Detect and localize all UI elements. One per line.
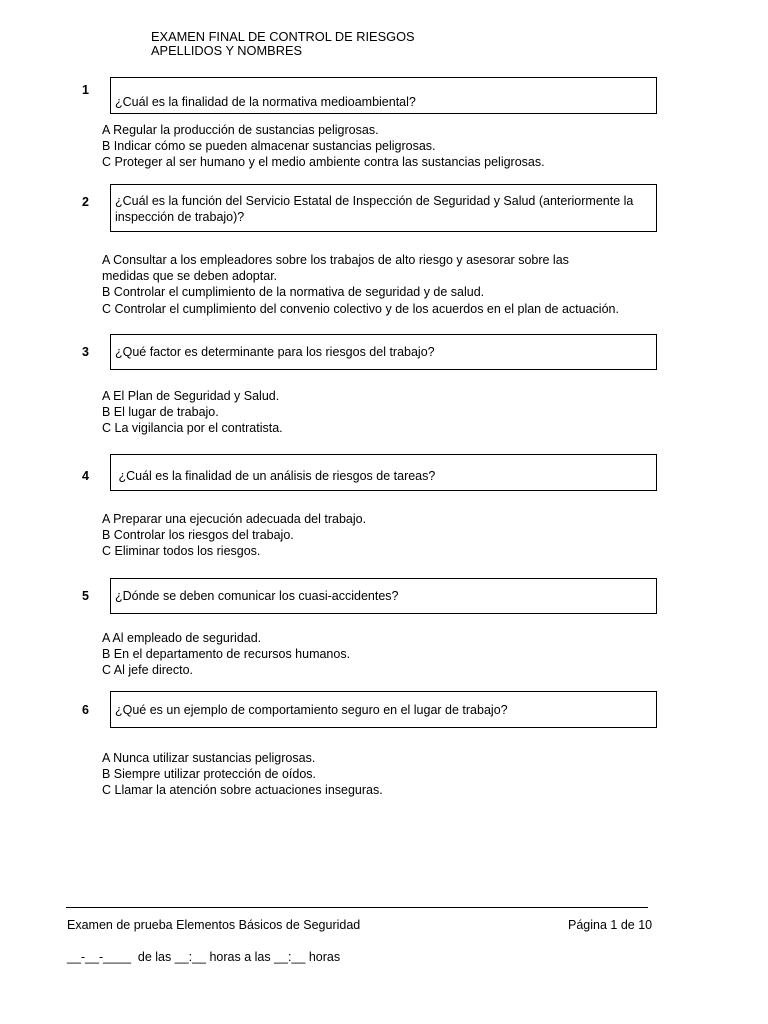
answer-list	[102, 252, 619, 317]
exam-header	[151, 30, 415, 58]
name-label: APELLIDOS Y NOMBRES	[151, 43, 303, 58]
answer-option-a: A El Plan de Seguridad y Salud.	[102, 389, 280, 403]
answer-option-b: B El lugar de trabajo.	[102, 405, 219, 420]
question-box	[110, 691, 657, 728]
answer-option-c: C La vigilancia por el contratista.	[102, 421, 283, 436]
question-text: ¿Qué factor es determinante para los riesgos del trabajo?	[115, 345, 435, 359]
question-box	[110, 578, 657, 614]
answer-list	[102, 388, 283, 437]
footer-divider	[66, 907, 648, 908]
answer-option-a: A Nunca utilizar sustancias peligrosas.	[102, 751, 316, 765]
question-number: 3	[82, 345, 89, 359]
answer-option-c: C Eliminar todos los riesgos.	[102, 544, 261, 559]
answer-list	[102, 122, 545, 171]
question-text: ¿Dónde se deben comunicar los cuasi-accidentes?	[115, 589, 399, 603]
answer-list	[102, 750, 383, 799]
answer-option-a: A Consultar a los empleadores sobre los trabajos de alto riesgo y asesorar sobre las medidas que se deben adoptar.	[102, 253, 569, 284]
question-number: 2	[82, 195, 89, 209]
answer-option-b: B En el departamento de recursos humanos.	[102, 647, 351, 662]
footer-date-line: __-__-____ de las __:__ horas a las __:__ horas	[67, 950, 341, 964]
answer-option-b: B Indicar cómo se pueden almacenar sustancias peligrosas.	[102, 139, 436, 154]
question-box	[110, 334, 657, 370]
question-text: ¿Qué es un ejemplo de comportamiento seguro en el lugar de trabajo?	[115, 703, 508, 717]
question-box	[110, 77, 657, 114]
answer-option-b: B Controlar los riesgos del trabajo.	[102, 528, 294, 543]
answer-list	[102, 511, 366, 560]
answer-list	[102, 630, 350, 679]
question-number: 5	[82, 589, 89, 603]
answer-option-c: C Llamar la atención sobre actuaciones inseguras.	[102, 783, 383, 798]
question-box	[110, 454, 657, 491]
answer-option-b: B Controlar el cumplimiento de la normativa de seguridad y de salud.	[102, 285, 485, 300]
footer-page-number: Página 1 de 10	[568, 918, 653, 932]
question-text: ¿Cuál es la función del Servicio Estatal de Inspección de Seguridad y Salud (anteriormente la inspección de trabajo)?	[115, 194, 634, 224]
footer-exam-name: Examen de prueba Elementos Básicos de Seguridad	[67, 918, 361, 932]
question-number: 1	[82, 83, 89, 97]
answer-option-c: C Proteger al ser humano y el medio ambiente contra las sustancias peligrosas.	[102, 155, 545, 170]
answer-option-a: A Preparar una ejecución adecuada del trabajo.	[102, 512, 367, 526]
question-text: ¿Cuál es la finalidad de la normativa medioambiental?	[115, 95, 416, 109]
answer-option-c: C Al jefe directo.	[102, 663, 194, 678]
answer-option-b: B Siempre utilizar protección de oídos.	[102, 767, 316, 782]
question-number: 4	[82, 469, 89, 483]
answer-option-c: C Controlar el cumplimiento del convenio colectivo y de los acuerdos en el plan de actuación.	[102, 301, 619, 316]
exam-title: EXAMEN FINAL DE CONTROL DE RIESGOS	[151, 29, 415, 44]
question-text: ¿Cuál es la finalidad de un análisis de riesgos de tareas?	[115, 469, 436, 483]
question-box	[110, 184, 657, 232]
answer-option-a: A Al empleado de seguridad.	[102, 631, 262, 645]
answer-option-a: A Regular la producción de sustancias peligrosas.	[102, 123, 379, 137]
question-number: 6	[82, 703, 89, 717]
